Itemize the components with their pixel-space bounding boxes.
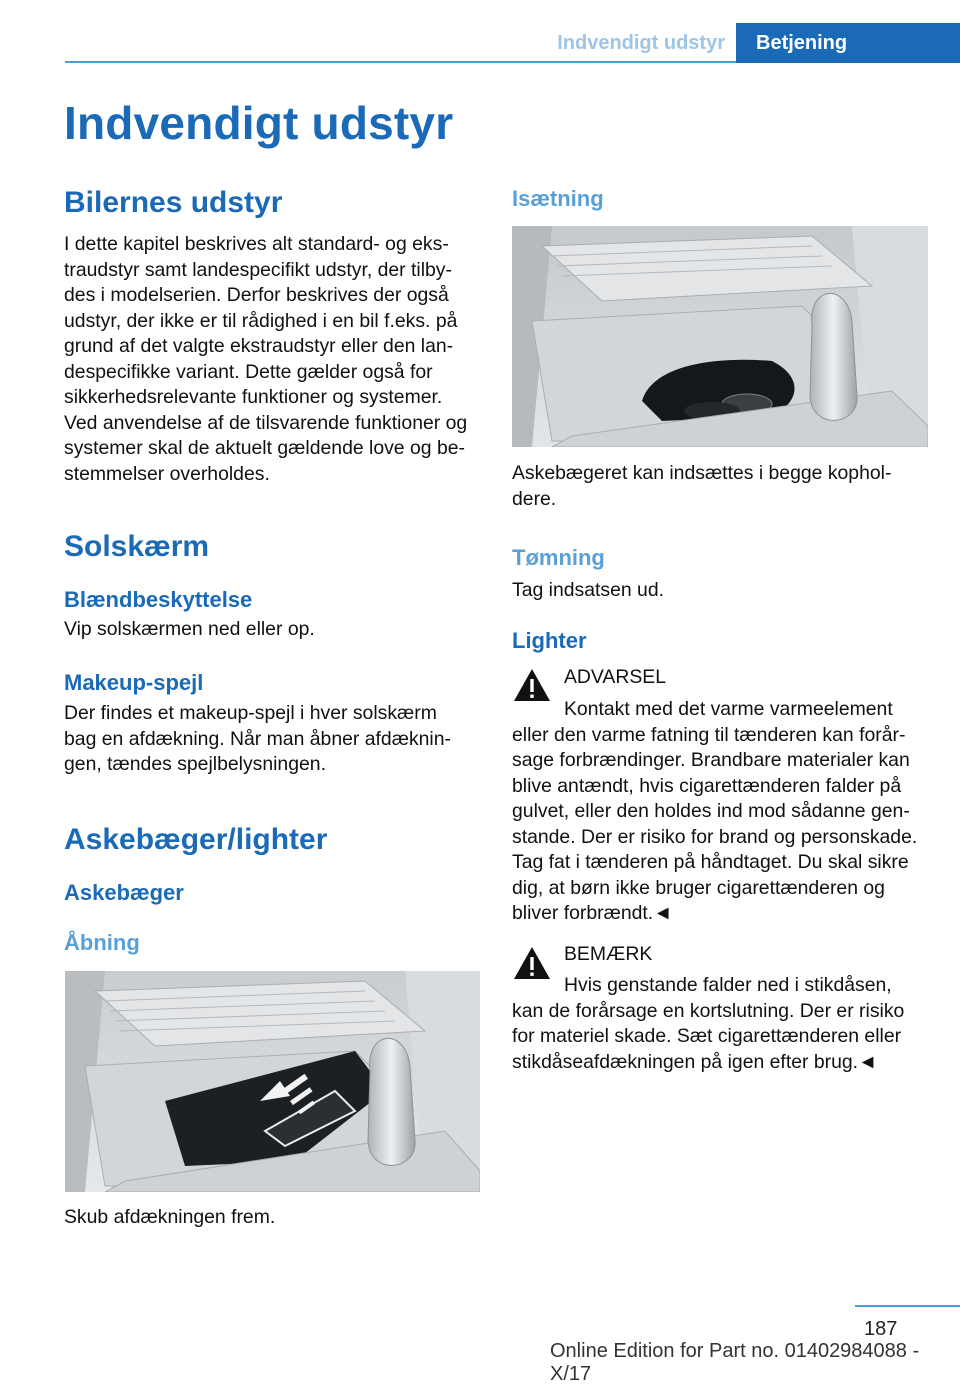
header-section-tab[interactable]: Indvendigt udstyr [557,32,725,54]
warning1-paragraph [512,697,932,927]
ashtray-insert-photo [512,226,928,447]
toemning-text: Tag indsatsen ud. [512,579,664,601]
notice-paragraph [512,973,932,1075]
warning1-label: ADVARSEL [564,666,667,688]
heading-aabning: Åbning [64,930,140,955]
heading-makeup-spejl: Makeup-spejl [64,670,204,695]
text-line: udstyr, der ikke er til rådighed i en bil f.eks. på [64,309,458,332]
footer-edition: Online Edition for Part no. 01402984088 - X/17 [550,1340,920,1385]
isaetning-caption [512,461,932,512]
text-line: Hvis genstande falder ned i stikdåsen, [564,974,892,996]
header-chapter-tab[interactable]: Betjening [736,23,960,63]
aabning-caption: Skub afdækningen frem. [64,1206,276,1228]
heading-bilernes-udstyr: Bilernes udstyr [64,186,283,219]
text-line: Tag fat i tænderen på håndtaget. Du skal sikre [512,851,909,873]
page-title: Indvendigt udstyr [64,97,454,149]
text-line: Askebægeret kan indsættes i begge kophol- [512,462,892,484]
text-line: sikkerhedsrelevante funktioner og systemer. [64,386,443,408]
text-line: kan de forårsage en kortslutning. Der er risiko [512,999,905,1022]
text-line: despecifikke variant. Dette gælder også for [64,360,433,383]
heading-blaendbeskyttelse: Blændbeskyttelse [64,587,253,612]
page-number: 187 [864,1318,898,1340]
text-line: I dette kapitel beskrives alt standard- og eks- [64,233,449,255]
heading-isaetning: Isætning [512,186,604,211]
text-line: bag en afdækning. Når man åbner afdæknin- [64,727,451,750]
blaend-text: Vip solskærmen ned eller op. [64,618,315,640]
heading-solskaerm: Solskærm [64,530,210,563]
text-line: stande. Der er risiko for brand og personskade. [512,825,918,848]
text-line: Ved anvendelse af de tilsvarende funktioner og [64,411,468,434]
text-line: for materiel skade. Sæt cigarettænderen eller [512,1025,902,1047]
ashtray-open-photo [65,971,480,1192]
text-line: des i modelserien. Derfor beskrives der også [64,284,449,306]
text-line: systemer skal de aktuelt gældende love og be- [64,437,465,459]
text-line: Der findes et makeup-spejl i hver solskærm [64,702,437,724]
makeup-paragraph [64,701,484,778]
text-line: gen, tændes spejlbelysningen. [64,753,326,775]
heading-lighter: Lighter [512,628,587,653]
text-line: sage forbrændinger. Brandbare materialer kan [512,749,910,771]
text-line: dig, at børn ikke bruger cigarettænderen og [512,876,885,899]
notice-label: BEMÆRK [564,943,653,965]
text-line: dere. [512,487,557,510]
text-line: Kontakt med det varme varmeelement [564,698,893,720]
text-line: eller den varme fatning til tænderen kan forår- [512,723,906,746]
text-line: stikdåseafdækningen på igen efter brug.◄ [512,1050,878,1073]
bilernes-paragraph [64,232,484,487]
heading-askebaeger: Askebæger [64,880,184,905]
text-line: bliver forbrændt.◄ [512,902,673,924]
text-line: gulvet, eller den holdes ind mod sådanne gen- [512,800,910,822]
heading-askebaeger-lighter: Askebæger/lighter [64,823,328,856]
text-line: stemmelser overholdes. [64,462,270,485]
footer-rule [855,1305,960,1307]
text-line: grund af det valgte ekstraudstyr eller den lan- [64,335,454,357]
text-line: traudstyr samt landespecifikt udstyr, der tilby- [64,258,452,281]
text-line: blive antændt, hvis cigarettænderen falder på [512,774,902,797]
heading-toemning: Tømning [512,545,605,570]
